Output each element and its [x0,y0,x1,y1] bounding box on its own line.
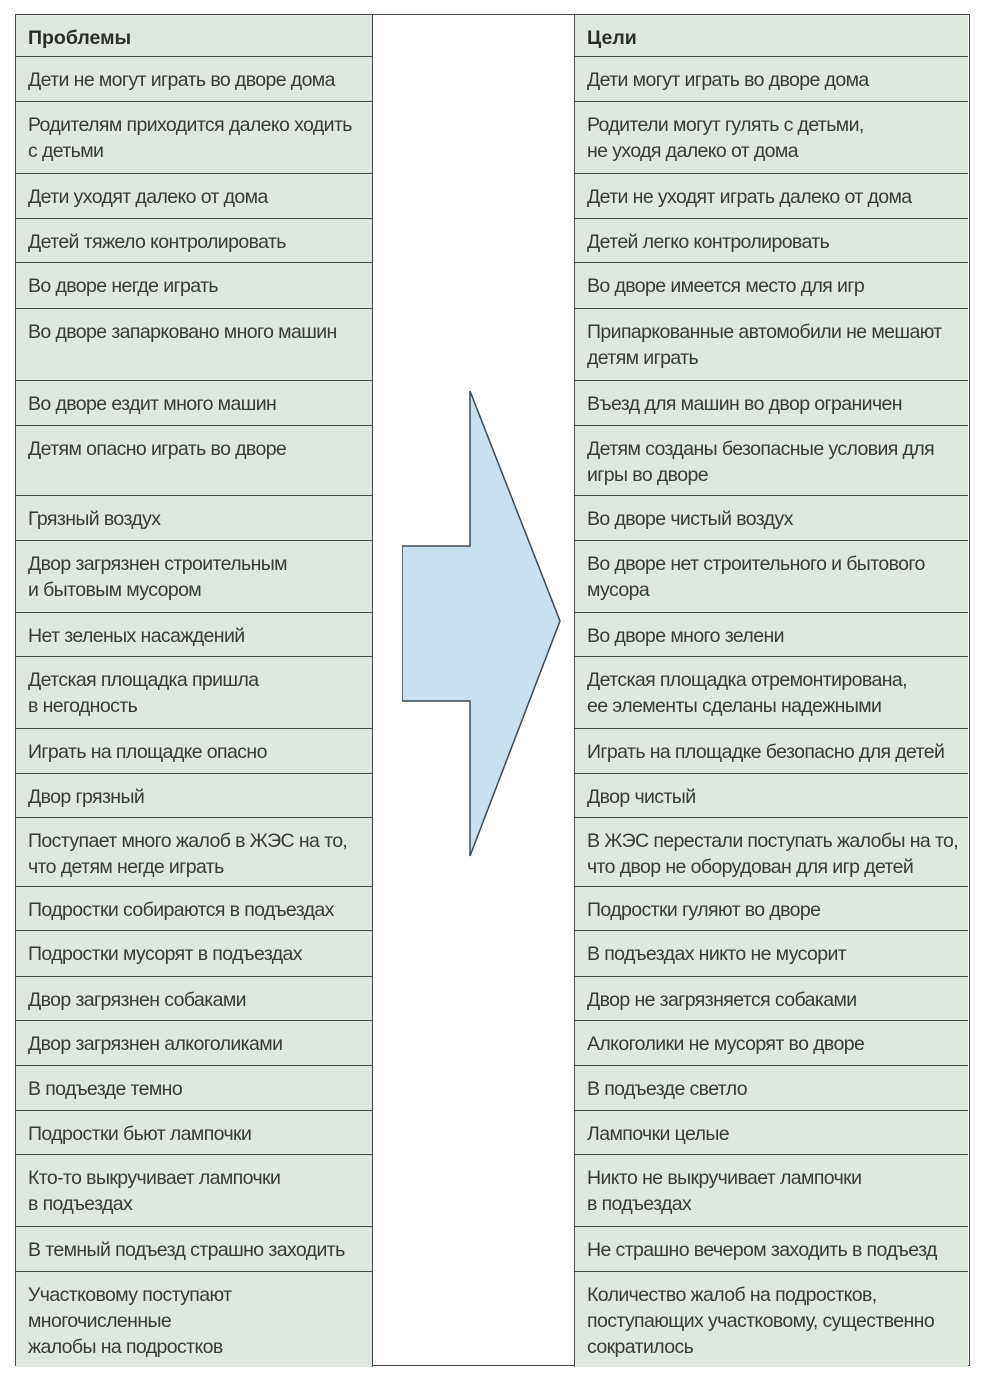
right-arrow-icon [402,391,562,861]
problems-header: Проблемы [16,15,373,57]
problem-row: Грязный воздух [16,496,373,541]
goal-row: Никто не выкручивает лампочки в подъездах [574,1155,968,1227]
goal-row: Во дворе имеется место для игр [574,263,968,309]
goal-row: В подъездах никто не мусорит [574,931,968,977]
problems-goals-table [15,14,970,1366]
goal-row: Дети не уходят играть далеко от дома [574,174,968,219]
problem-row: Детям опасно играть во дворе [16,426,373,496]
goal-row: Во дворе много зелени [574,613,968,657]
goal-row: Детям созданы безопасные условия для игры во дворе [574,426,968,496]
goals-column [574,15,968,1367]
problem-row: Нет зеленых насаждений [16,613,373,657]
goal-row: Двор чистый [574,774,968,818]
problem-row: Играть на площадке опасно [16,729,373,774]
problem-row: Во дворе негде играть [16,263,373,309]
goal-row: Родители могут гулять с детьми, не уходя далеко от дома [574,102,968,174]
problem-row: Двор грязный [16,774,373,818]
goal-row: Детская площадка отремонтирована, ее элементы сделаны надежными [574,657,968,729]
goal-row: Припаркованные автомобили не мешают детям играть [574,309,968,381]
problem-row: Родителям приходится далеко ходить с детьми [16,102,373,174]
goals-header: Цели [574,15,968,57]
problem-row: Подростки бьют лампочки [16,1111,373,1155]
problem-row: Во дворе ездит много машин [16,381,373,426]
problem-row: Подростки собираются в подъездах [16,887,373,931]
problem-row: В подъезде темно [16,1066,373,1111]
problem-row: Поступает много жалоб в ЖЭС на то, что детям негде играть [16,818,373,887]
goal-row: В ЖЭС перестали поступать жалобы на то, что двор не оборудован для игр детей [574,818,968,887]
problem-row: Дети не могут играть во дворе дома [16,57,373,102]
problems-column [16,15,373,1367]
goal-row: Детей легко контролировать [574,219,968,263]
goal-row: Въезд для машин во двор ограничен [574,381,968,426]
problem-row: Кто-то выкручивает лампочки в подъездах [16,1155,373,1227]
problem-row: Двор загрязнен алкоголиками [16,1021,373,1066]
goal-row: Двор не загрязняется собаками [574,977,968,1021]
goal-row: Дети могут играть во дворе дома [574,57,968,102]
goal-row: Во дворе нет строительного и бытового мусора [574,541,968,613]
goal-row: Не страшно вечером заходить в подъезд [574,1227,968,1272]
goal-row: Лампочки целые [574,1111,968,1155]
problem-row: Двор загрязнен строительным и бытовым мусором [16,541,373,613]
problem-row: Детей тяжело контролировать [16,219,373,263]
problem-row: Двор загрязнен собаками [16,977,373,1021]
goal-row: Подростки гуляют во дворе [574,887,968,931]
goal-row: В подъезде светло [574,1066,968,1111]
problem-row: Детская площадка пришла в негодность [16,657,373,729]
goal-row: Играть на площадке безопасно для детей [574,729,968,774]
problem-row: Подростки мусорят в подъездах [16,931,373,977]
problem-row: Участковому поступают многочисленные жалобы на подростков [16,1272,373,1367]
problem-row: Дети уходят далеко от дома [16,174,373,219]
goal-row: Во дворе чистый воздух [574,496,968,541]
problem-row: Во дворе запарковано много машин [16,309,373,381]
problem-row: В темный подъезд страшно заходить [16,1227,373,1272]
goal-row: Количество жалоб на подростков, поступающих участковому, существенно сократилось [574,1272,968,1367]
goal-row: Алкоголики не мусорят во дворе [574,1021,968,1066]
